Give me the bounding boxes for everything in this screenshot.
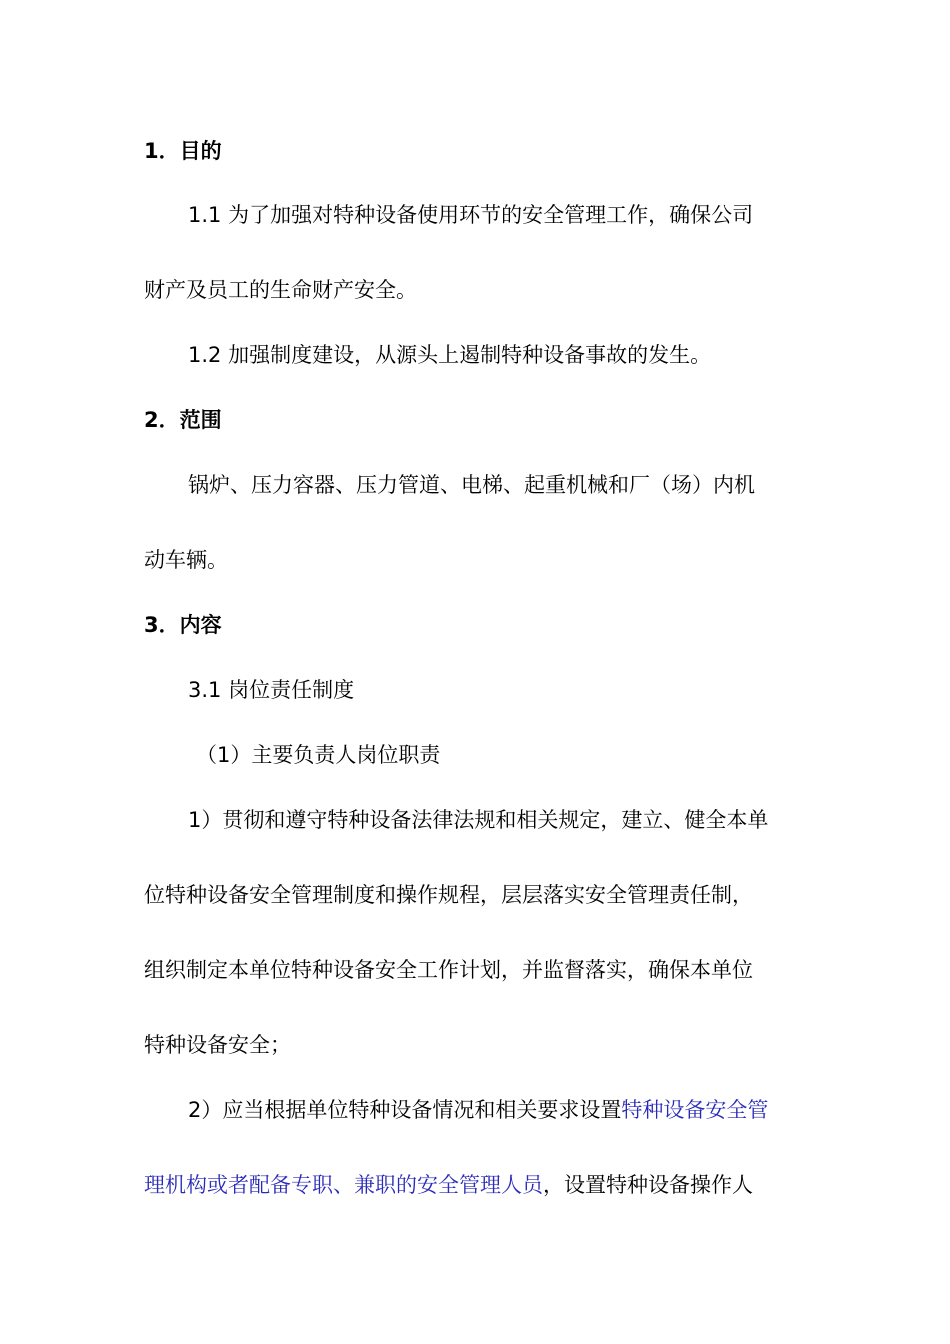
duty-1-line-3: 组织制定本单位特种设备安全工作计划，并监督落实，确保本单位 [144, 958, 753, 982]
section-3-heading: 3．内容 [144, 613, 222, 637]
section-1-heading: 1．目的 [144, 139, 222, 163]
section-2-heading: 2．范围 [144, 408, 222, 432]
paragraph-1-2: 1.2 加强制度建设，从源头上遏制特种设备事故的发生。 [188, 343, 712, 367]
duty-2-line-2 [144, 1170, 753, 1200]
paragraph-1-1-line-2: 财产及员工的生命财产安全。 [144, 278, 417, 302]
subsection-3-1: 3.1 岗位责任制度 [188, 678, 355, 702]
duty-2-link-part-1[interactable]: 特种设备安全管 [621, 1098, 769, 1122]
duty-2-link-part-2[interactable]: 理机构或者配备专职、兼职的安全管理人员 [144, 1173, 543, 1197]
duty-1-line-2: 位特种设备安全管理制度和操作规程，层层落实安全管理责任制， [144, 883, 753, 907]
scope-line-2: 动车辆。 [144, 548, 228, 572]
duty-1-line-4: 特种设备安全； [144, 1033, 291, 1057]
duty-2-text: 2）应当根据单位特种设备情况和相关要求设置 [188, 1098, 622, 1122]
duty-2-line-1 [188, 1095, 768, 1125]
subsection-3-1-1: （1）主要负责人岗位职责 [196, 743, 441, 767]
scope-line-1: 锅炉、压力容器、压力管道、电梯、起重机械和厂（场）内机 [188, 473, 755, 497]
duty-2-text-tail: ，设置特种设备操作人 [543, 1173, 753, 1197]
duty-1-line-1: 1）贯彻和遵守特种设备法律法规和相关规定，建立、健全本单 [188, 808, 769, 832]
paragraph-1-1-line-1: 1.1 为了加强对特种设备使用环节的安全管理工作，确保公司 [188, 203, 754, 227]
